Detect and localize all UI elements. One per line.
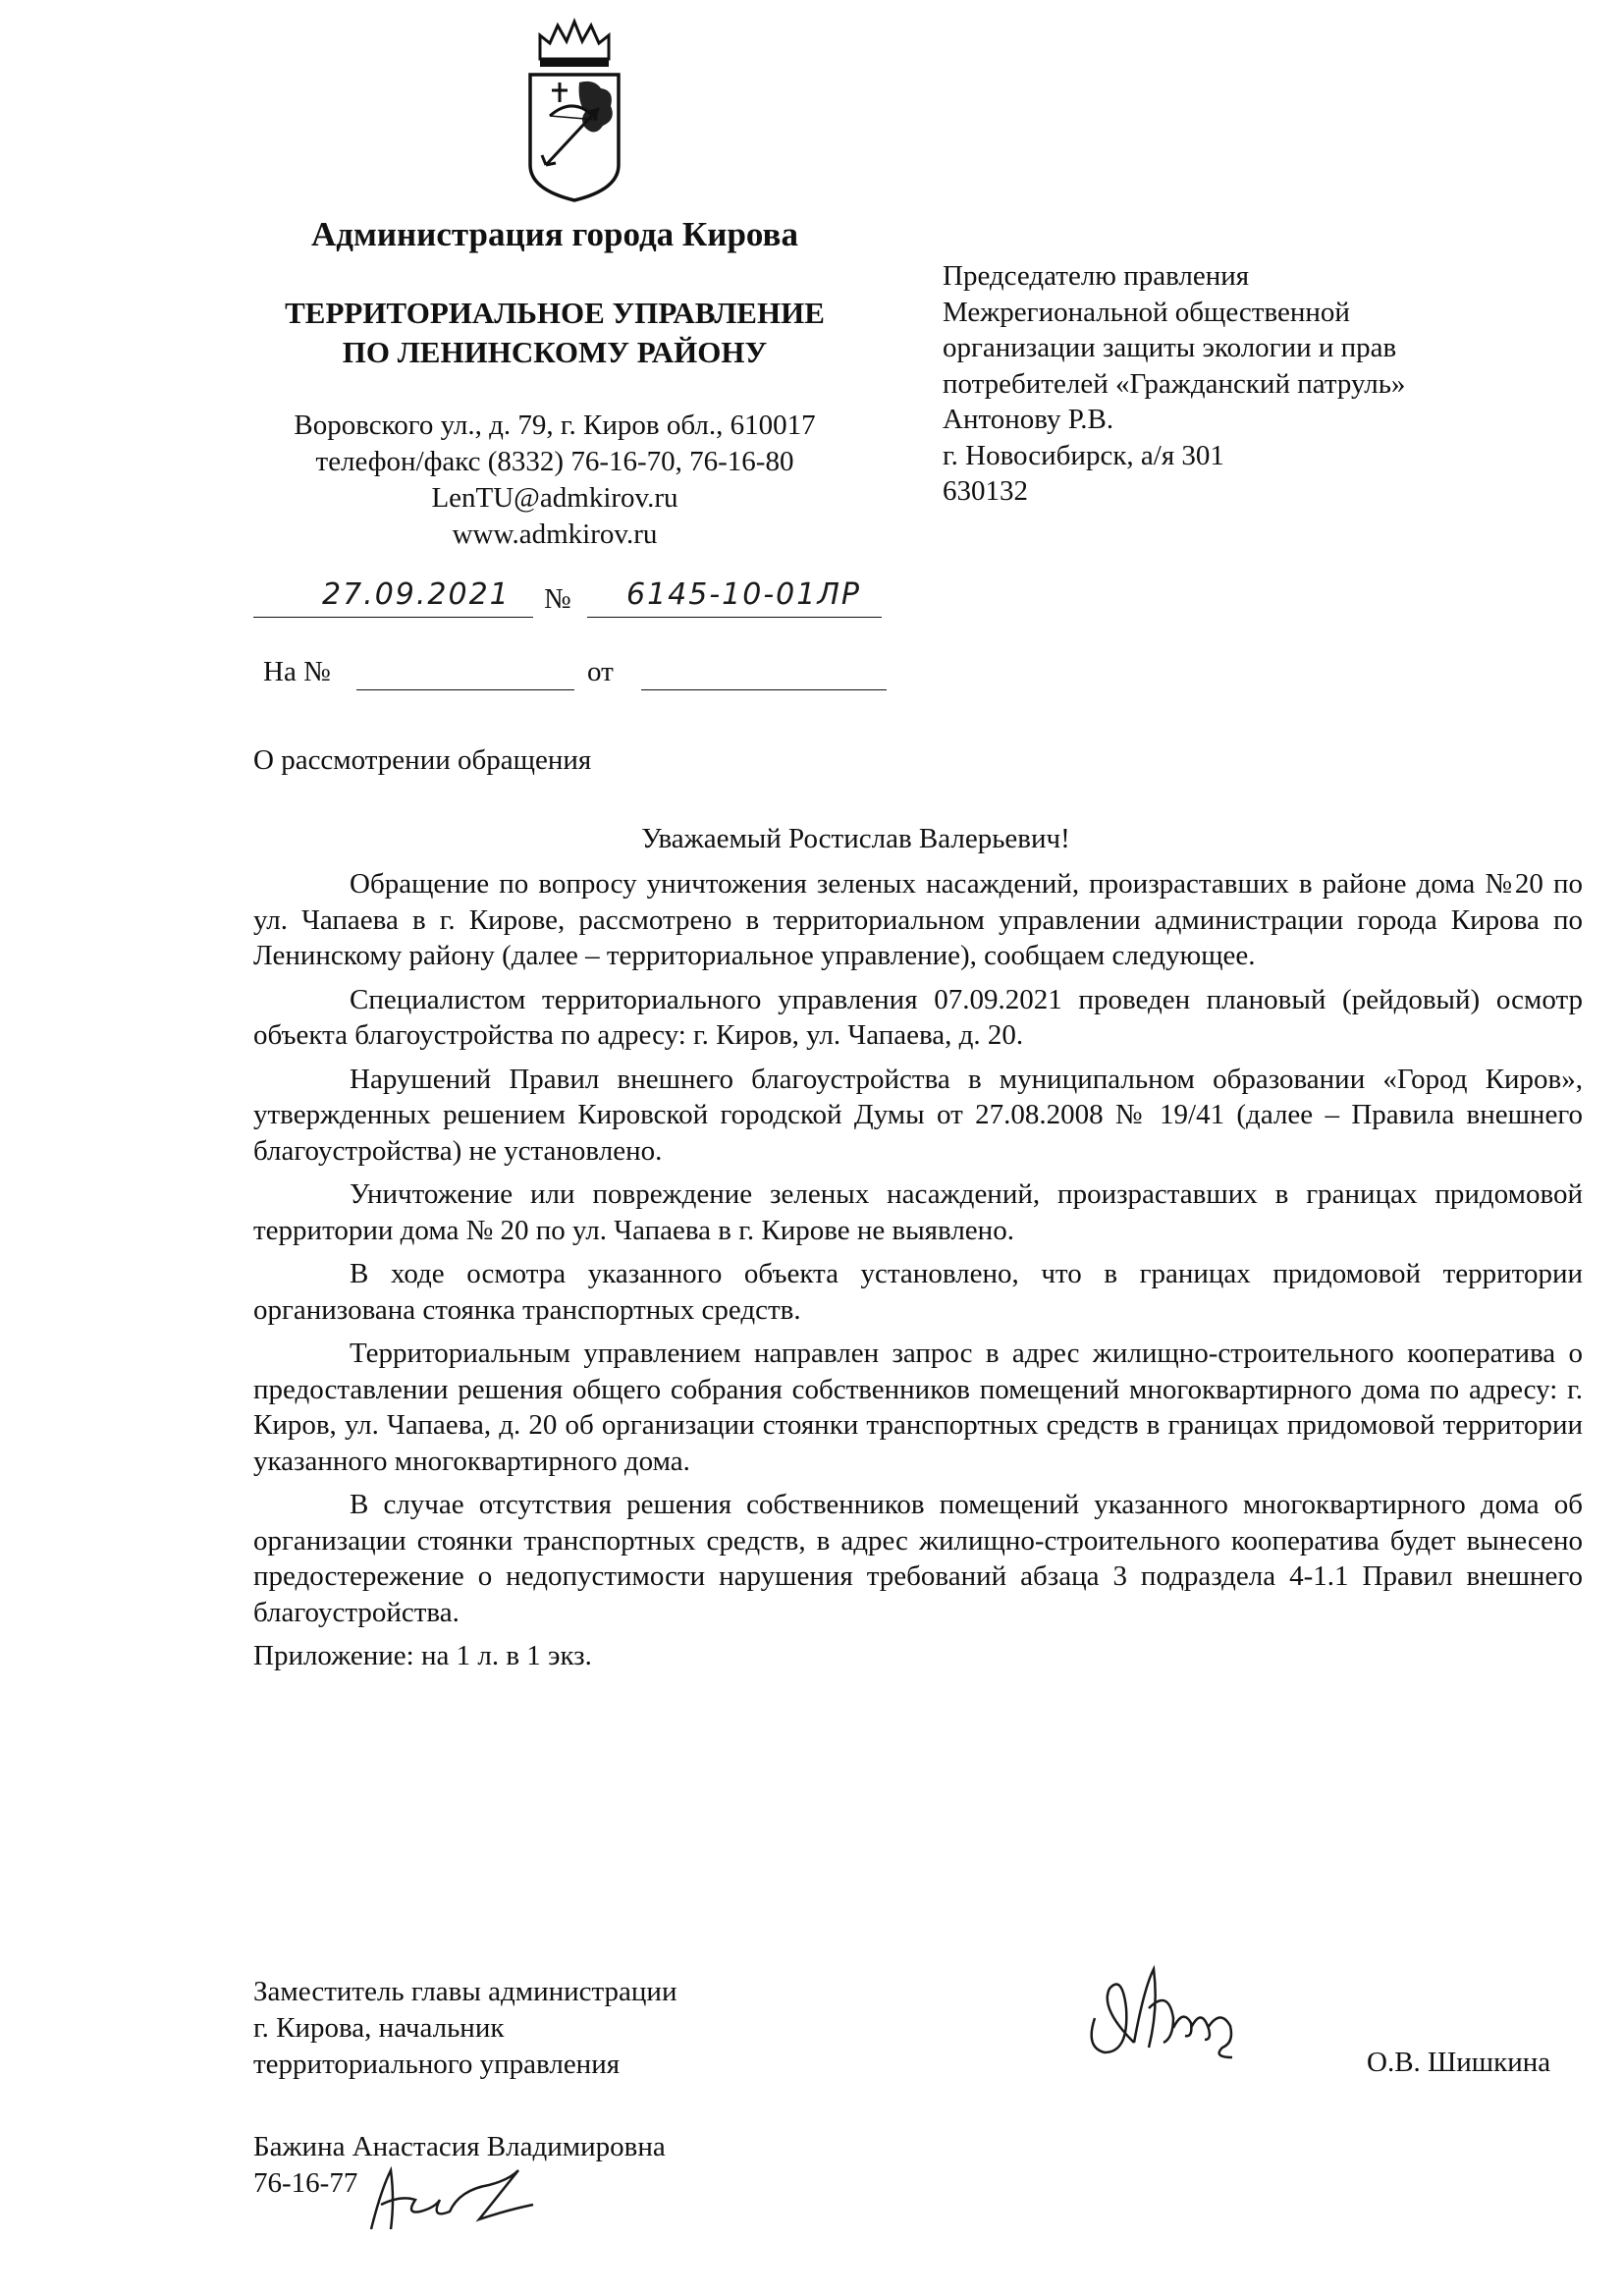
addressee-line: 630132 (943, 475, 1028, 507)
website: www.admkirov.ru (452, 519, 658, 550)
sender-block (216, 211, 893, 553)
address: Воровского ул., д. 79, г. Киров обл., 610017 (294, 410, 816, 441)
department-line-2: ПО ЛЕНИНСКОМУ РАЙОНУ (342, 335, 768, 369)
addressee-line: Межрегиональной общественной (943, 296, 1350, 328)
executor-name: Бажина Анастасия Владимировна (253, 2131, 666, 2162)
body-paragraph: В случае отсутствия решения собственников помещений указанного многоквартирного дома об организации стоянки транспортных средств, в адрес жилищно-строительного кооператива будет вынесено предостережение о недопустимости нарушения требований абзаца 3 подраздела 4-1.1 Правил внешнего благоустройства. (253, 1489, 1583, 1628)
attachment-note: Приложение: на 1 л. в 1 экз. (253, 1640, 592, 1671)
registration-date: 27.09.2021 (322, 577, 511, 612)
number-underline (587, 617, 882, 618)
signatory-name: О.В. Шишкина (1367, 2047, 1551, 2078)
reference-date-blank (641, 689, 887, 690)
reference-line (263, 652, 892, 695)
body-paragraph: Обращение по вопросу уничтожения зеленых насаждений, произраставших в районе дома №20 по ул. Чапаева в г. Кирове, рассмотрено в территориальном управлении администрации города Кирова по Ленинскому району (далее – территориальное управление), сообщаем следующее. (253, 868, 1583, 971)
letter-body (253, 866, 1583, 1682)
handwritten-signature (1075, 1949, 1271, 2067)
executor-phone: 76-16-77 (253, 2167, 358, 2199)
addressee-block (943, 258, 1581, 510)
body-paragraph: Нарушений Правил внешнего благоустройства в муниципальном образовании «Город Киров», утвержденных решением Кировской городской Думы от 27.08.2008 № 19/41 (далее – Правила внешнего благоустройства) не установлено. (253, 1063, 1583, 1167)
position-line: Заместитель главы администрации (253, 1976, 677, 2007)
number-label: № (544, 583, 571, 615)
signatory-position (253, 1974, 676, 2083)
phone-fax: телефон/факс (8332) 76-16-70, 76-16-80 (315, 446, 794, 477)
organization-name: Администрация города Кирова (311, 215, 798, 253)
reference-number-label: На № (263, 656, 331, 687)
addressee-line: потребителей «Гражданский патруль» (943, 367, 1406, 400)
department-line-1: ТЕРРИТОРИАЛЬНОЕ УПРАВЛЕНИЕ (285, 296, 825, 330)
subject: О рассмотрении обращения (253, 744, 592, 776)
addressee-line: Антонову Р.В. (943, 404, 1114, 435)
addressee-line: г. Новосибирск, а/я 301 (943, 439, 1224, 471)
body-paragraph: Территориальным управлением направлен запрос в адрес жилищно-строительного кооператива о предоставлении решения общего собрания собственников помещений многоквартирного дома по адресу: г. Киров, ул. Чапаева, д. 20 об организации стоянки транспортных средств в границах придомовой территории указанного многоквартирного дома. (253, 1338, 1583, 1477)
addressee-line: Председателю правления (943, 260, 1250, 292)
position-line: г. Кирова, начальник (253, 2012, 505, 2044)
department-name (216, 294, 893, 372)
position-line: территориального управления (253, 2049, 621, 2080)
registration-line (253, 577, 882, 625)
executor-signature (361, 2151, 558, 2239)
body-paragraph: Уничтожение или повреждение зеленых насаждений, произраставших в границах придомовой территории дома № 20 по ул. Чапаева в г. Кирове не выявлено. (253, 1178, 1583, 1246)
coat-of-arms-icon (520, 18, 628, 204)
registration-number: 6145-10-01ЛР (626, 577, 861, 612)
reference-date-label: от (587, 656, 614, 687)
contacts (216, 408, 893, 553)
greeting: Уважаемый Ростислав Валерьевич! (641, 823, 1070, 854)
email: LenTU@admkirov.ru (431, 482, 678, 514)
date-underline (253, 617, 533, 618)
body-paragraph: Специалистом территориального управления 07.09.2021 проведен плановый (рейдовый) осмотр объекта благоустройства по адресу: г. Киров, ул. Чапаева, д. 20. (253, 983, 1583, 1051)
reference-number-blank (356, 689, 574, 690)
body-paragraph: В ходе осмотра указанного объекта установлено, что в границах придомовой территории организована стоянка транспортных средств. (253, 1258, 1583, 1326)
addressee-line: организации защиты экологии и прав (943, 332, 1397, 363)
